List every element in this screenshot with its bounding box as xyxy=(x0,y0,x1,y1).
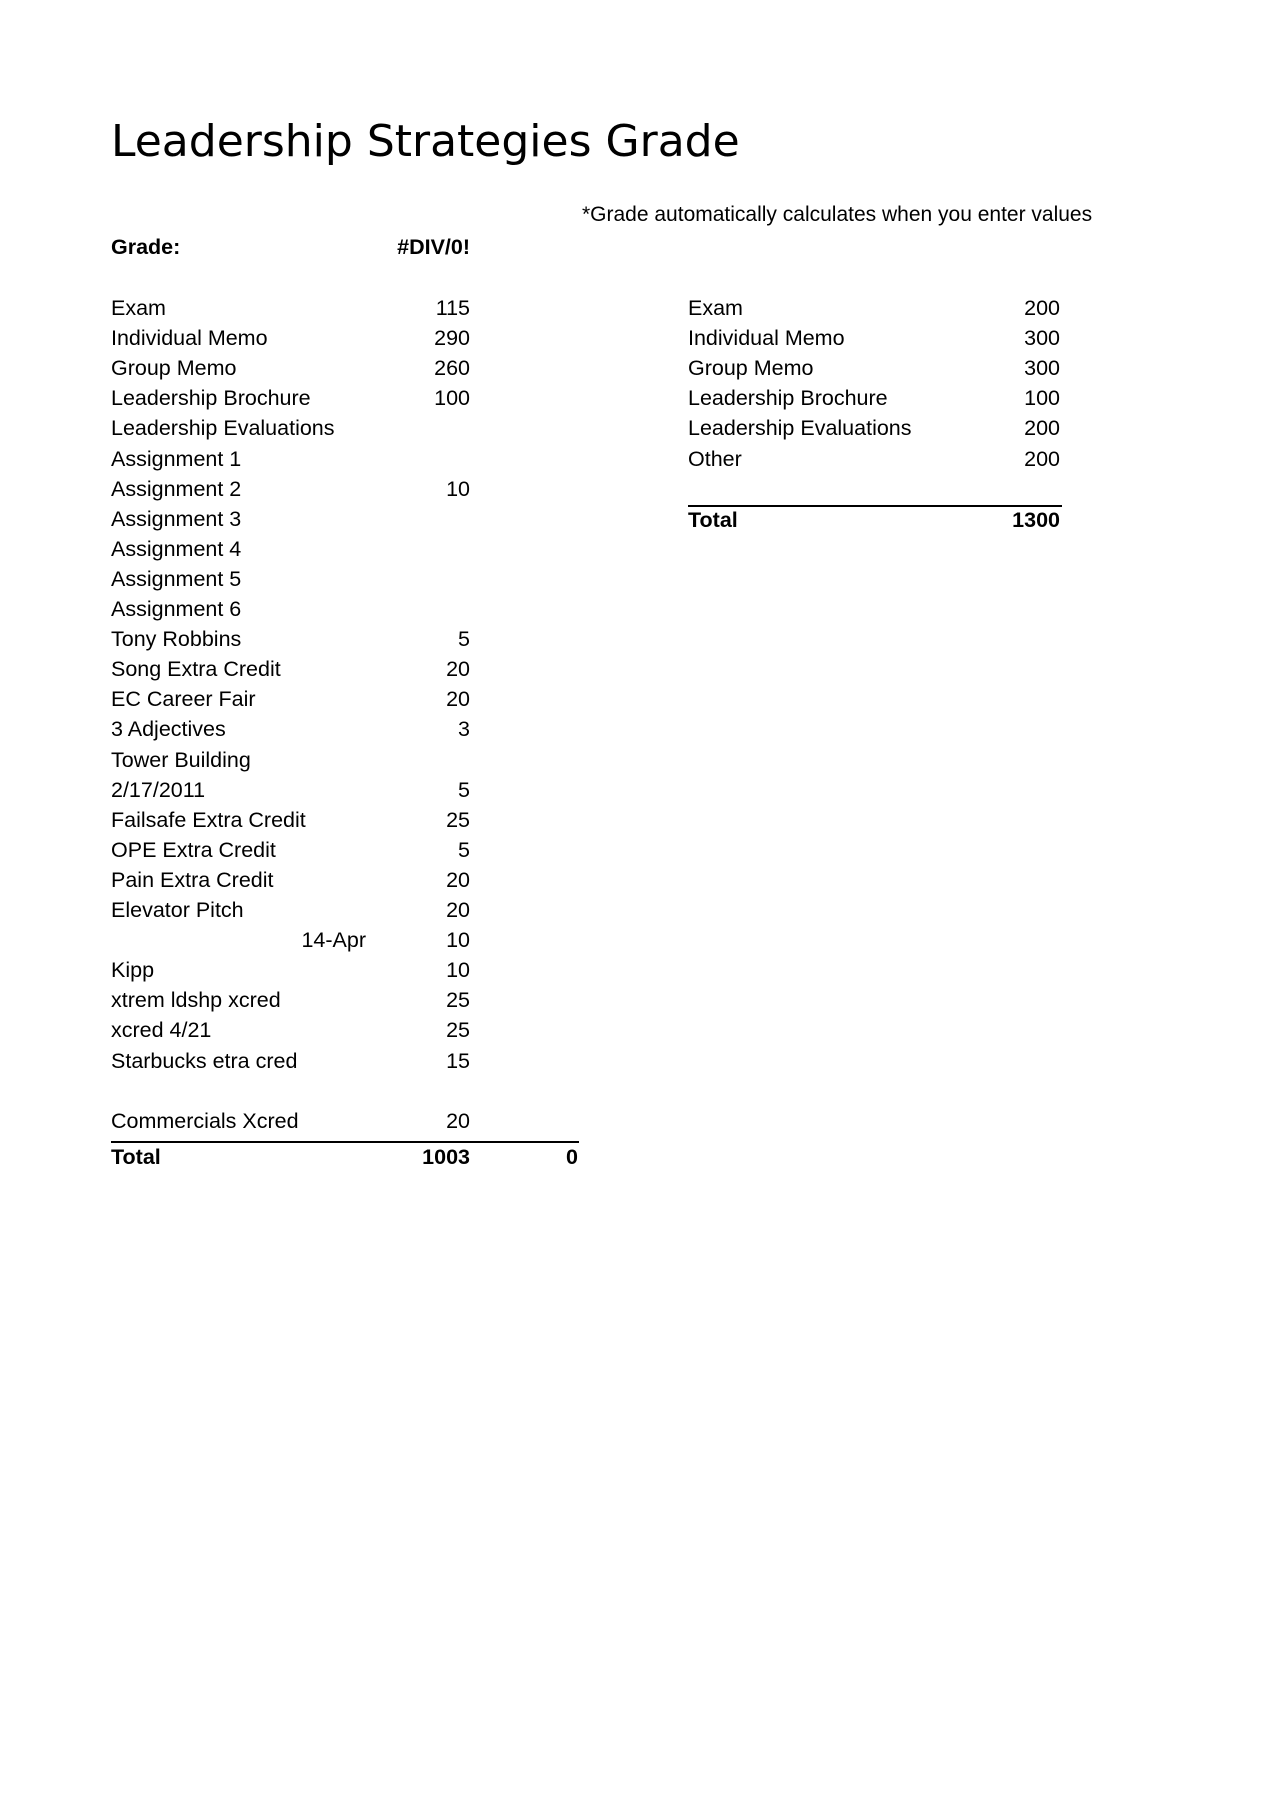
score-label: Elevator Pitch xyxy=(111,898,244,922)
score-value[interactable]: 20 xyxy=(446,687,470,711)
score-label: Tony Robbins xyxy=(111,627,242,651)
possible-label: Exam xyxy=(688,296,743,320)
score-label: Pain Extra Credit xyxy=(111,868,274,892)
score-label: 3 Adjectives xyxy=(111,717,226,741)
score-value[interactable]: 115 xyxy=(435,296,470,320)
score-value[interactable] xyxy=(330,444,470,474)
score-value[interactable]: 20 xyxy=(446,1109,470,1133)
score-label: EC Career Fair xyxy=(111,687,256,711)
possible-total-value[interactable]: 1300 xyxy=(1012,508,1060,532)
score-label: Leadership Brochure xyxy=(111,386,311,410)
score-label: xcred 4/21 xyxy=(111,1018,212,1042)
score-value[interactable] xyxy=(330,594,470,624)
score-value[interactable]: 20 xyxy=(446,868,470,892)
possible-value[interactable]: 200 xyxy=(1024,296,1060,320)
possible-value[interactable]: 100 xyxy=(1024,386,1060,410)
score-label: 2/17/2011 xyxy=(111,778,206,802)
score-label: Assignment 2 xyxy=(111,477,242,501)
score-label: Exam xyxy=(111,296,166,320)
possible-label: Individual Memo xyxy=(688,326,845,350)
possible-total-label: Total xyxy=(688,508,738,532)
score-label: xtrem ldshp xcred xyxy=(111,988,281,1012)
score-value[interactable]: 20 xyxy=(446,898,470,922)
grade-value[interactable]: #DIV/0! xyxy=(397,235,470,259)
score-value[interactable]: 25 xyxy=(446,988,470,1012)
score-label: Assignment 3 xyxy=(111,507,242,531)
score-label: Commercials Xcred xyxy=(111,1109,299,1133)
score-label: 14-Apr xyxy=(301,928,366,952)
score-label: Kipp xyxy=(111,958,155,982)
grade-label: Grade: xyxy=(111,235,181,259)
score-value[interactable]: 20 xyxy=(446,657,470,681)
score-label: OPE Extra Credit xyxy=(111,838,276,862)
score-label: Failsafe Extra Credit xyxy=(111,808,306,832)
score-value[interactable] xyxy=(330,534,470,564)
score-value[interactable]: 10 xyxy=(446,928,470,952)
score-value[interactable]: 5 xyxy=(458,778,470,802)
possible-value[interactable]: 200 xyxy=(1024,447,1060,471)
scores-total-label: Total xyxy=(111,1145,161,1169)
scores-total-value[interactable]: 1003 xyxy=(422,1145,470,1169)
score-label: Starbucks etra cred xyxy=(111,1049,298,1073)
calculation-note: *Grade automatically calculates when you enter values xyxy=(582,203,1093,226)
score-value[interactable]: 25 xyxy=(446,808,470,832)
score-label: Group Memo xyxy=(111,356,237,380)
possible-label: Other xyxy=(688,447,742,471)
possible-label: Leadership Brochure xyxy=(688,386,888,410)
possible-value[interactable]: 300 xyxy=(1024,326,1060,350)
score-value[interactable]: 5 xyxy=(458,627,470,651)
score-value[interactable]: 100 xyxy=(434,386,470,410)
score-value[interactable]: 15 xyxy=(446,1049,470,1073)
score-value[interactable]: 25 xyxy=(446,1018,470,1042)
possible-value[interactable]: 300 xyxy=(1024,356,1060,380)
score-label: Song Extra Credit xyxy=(111,657,281,681)
score-label: Assignment 1 xyxy=(111,447,242,471)
possible-label: Leadership Evaluations xyxy=(688,416,912,440)
score-value[interactable] xyxy=(330,413,470,443)
score-value[interactable]: 5 xyxy=(458,838,470,862)
score-label: Assignment 5 xyxy=(111,567,242,591)
score-label: Tower Building xyxy=(111,748,251,772)
possible-value[interactable]: 200 xyxy=(1024,416,1060,440)
score-value[interactable] xyxy=(330,504,470,534)
possible-label: Group Memo xyxy=(688,356,814,380)
score-value[interactable] xyxy=(330,745,470,775)
score-value[interactable] xyxy=(330,1076,470,1106)
score-label: Individual Memo xyxy=(111,326,268,350)
score-value[interactable]: 3 xyxy=(458,717,470,741)
score-value[interactable]: 10 xyxy=(446,477,470,501)
score-label: Assignment 4 xyxy=(111,537,242,561)
score-value[interactable] xyxy=(330,564,470,594)
scores-total-extra[interactable]: 0 xyxy=(566,1145,578,1169)
score-label: Leadership Evaluations xyxy=(111,416,335,440)
score-label: Assignment 6 xyxy=(111,597,242,621)
score-value[interactable]: 290 xyxy=(434,326,470,350)
score-value[interactable]: 10 xyxy=(446,958,470,982)
page-title: Leadership Strategies Grade xyxy=(111,116,740,167)
score-value[interactable]: 260 xyxy=(434,356,470,380)
